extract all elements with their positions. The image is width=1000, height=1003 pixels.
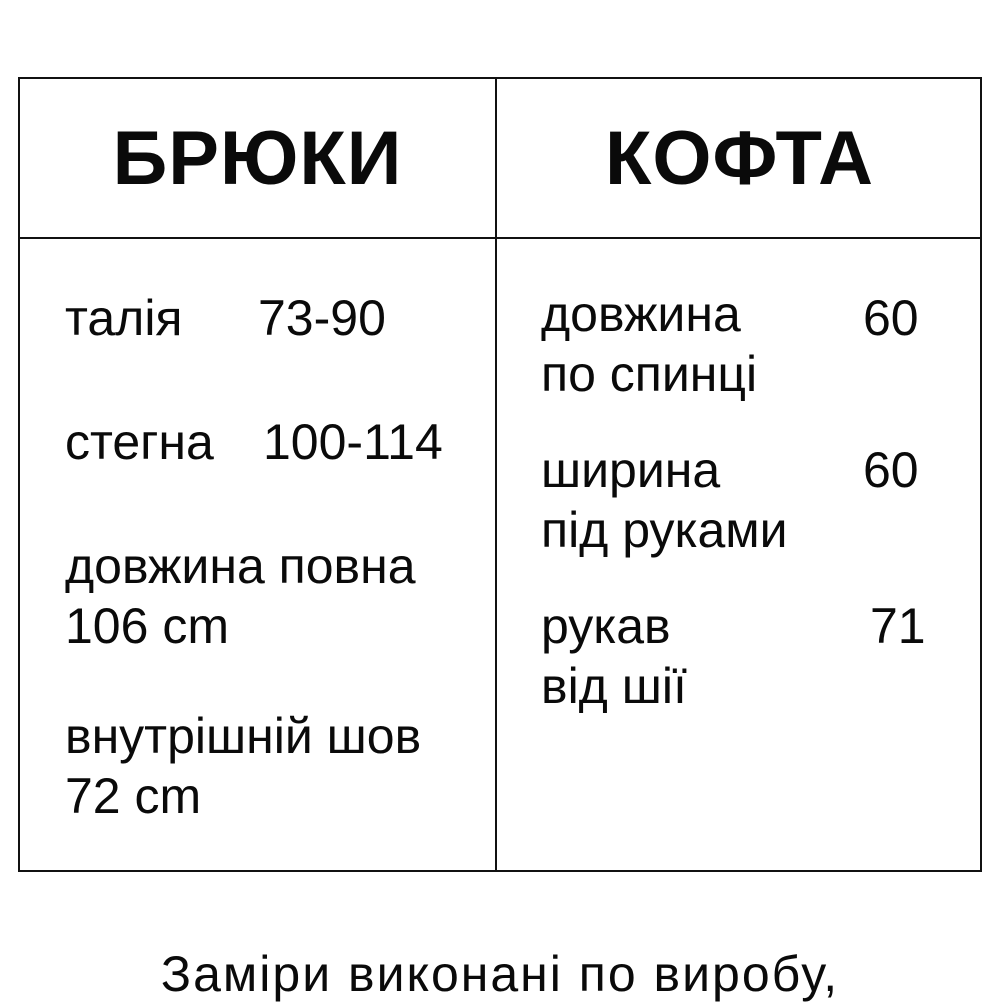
waist-value: 73-90	[258, 290, 386, 346]
pants-header: БРЮКИ	[112, 115, 403, 201]
sleeve-label-line1: рукав	[541, 598, 671, 654]
hips-label: стегна	[65, 414, 214, 470]
full-length-value: 106 cm	[65, 598, 229, 654]
hips-value: 100-114	[263, 414, 443, 470]
inseam-value: 72 cm	[65, 768, 202, 824]
size-table	[18, 77, 982, 872]
chest-width-label-line1: ширина	[541, 442, 721, 498]
waist-label: талія	[65, 290, 183, 346]
sweater-header: КОФТА	[605, 115, 874, 201]
chest-width-value: 60	[863, 442, 919, 498]
back-length-value: 60	[863, 290, 919, 346]
back-length-label-line1: довжина	[541, 286, 741, 342]
sleeve-label-line2: від шії	[541, 658, 687, 714]
full-length-label: довжина повна	[65, 538, 416, 594]
sleeve-value: 71	[870, 598, 926, 654]
chest-width-label-line2: під руками	[541, 502, 788, 558]
back-length-label-line2: по спинці	[541, 346, 758, 402]
inseam-label: внутрішній шов	[65, 708, 422, 764]
measurements-caption: Заміри виконані по виробу,	[160, 946, 840, 1002]
header-divider	[20, 237, 980, 239]
